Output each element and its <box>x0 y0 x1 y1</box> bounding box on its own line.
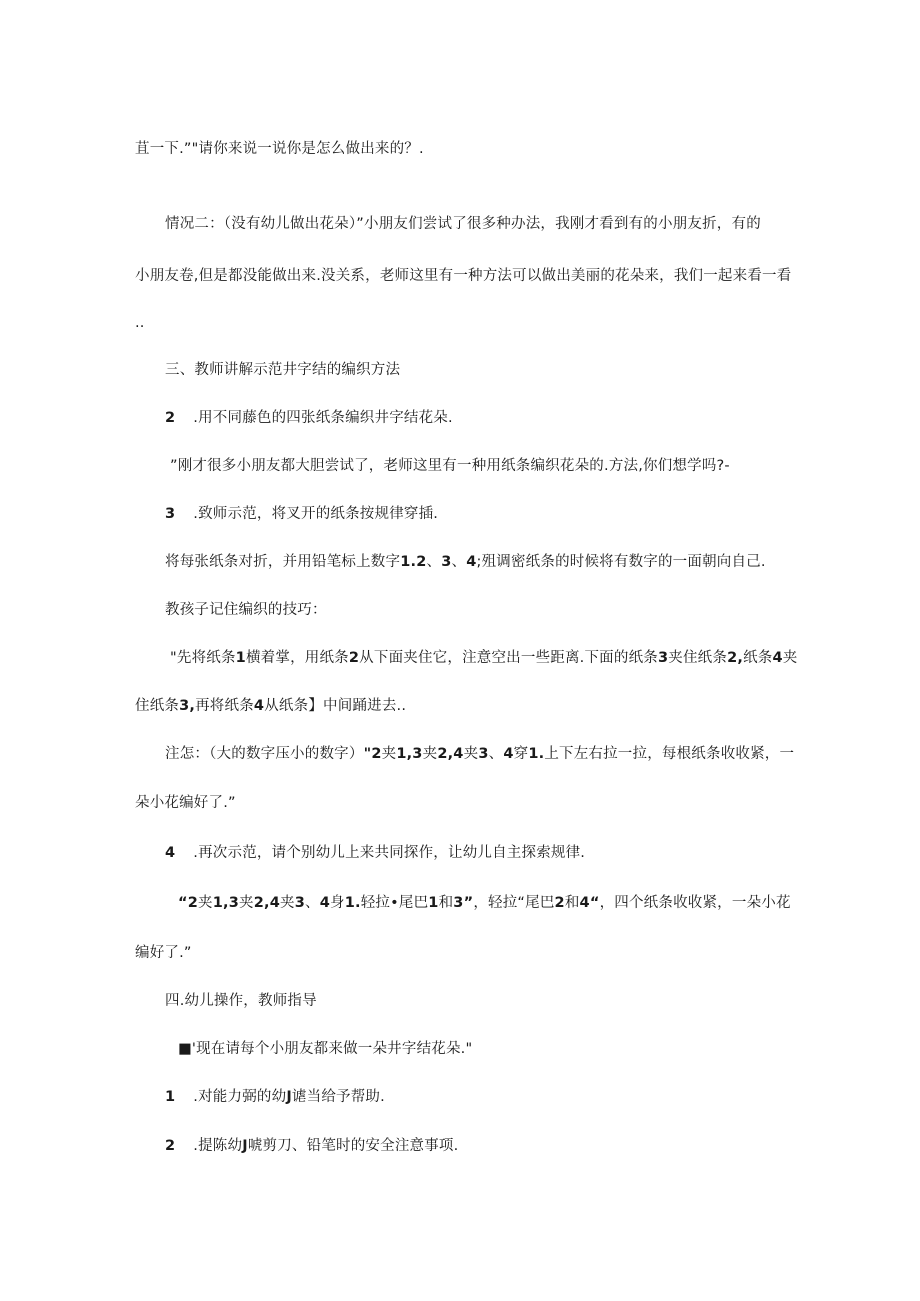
text-run: J <box>286 1089 292 1105</box>
text-line-3 <box>135 266 791 286</box>
text-run: 3, <box>179 698 196 714</box>
text-line-demo-1 <box>178 893 791 913</box>
text-run: ，四个纸条收收紧，一朵小花 <box>599 895 791 911</box>
text-run: “2 <box>178 895 199 911</box>
text-run: 1. <box>344 895 361 911</box>
list-number: 1 <box>165 1089 176 1105</box>
section-heading-4 <box>165 991 317 1011</box>
text-run: 朵小花编好了.” <box>135 795 236 811</box>
text-run: .致师示范，将叉开的纸条按规律穿插. <box>193 506 439 522</box>
list-number: 3 <box>165 506 176 522</box>
text-run: 夹 <box>381 746 397 762</box>
text-run: 3 <box>441 554 452 570</box>
list-item-1 <box>165 1087 385 1107</box>
text-line-2 <box>165 214 761 234</box>
text-run: 唬剪刀、铅笔时的安全注意事项. <box>247 1138 459 1154</box>
text-run: 上下左右拉一拉，每根纸条收收紧，一 <box>544 746 795 762</box>
text-run: 夹住纸条 <box>668 650 728 666</box>
text-run: 、 <box>488 746 504 762</box>
text-run: 夹 <box>782 650 798 666</box>
text-run: ”刚才很多小朋友都大胆尝试了，老师这里有一种用纸条编织花朵的.方法,你们想学吗?- <box>170 458 730 474</box>
text-run: 将每张纸条对折，并用铅笔标上数字 <box>165 554 401 570</box>
text-run: 从下面夹住它，注意空出一些距离.下面的纸条 <box>359 650 658 666</box>
text-line-note-1 <box>165 744 794 764</box>
list-item-4 <box>165 843 585 863</box>
text-run: 住纸条 <box>135 698 180 714</box>
text-run: 四.幼儿操作，教师指导 <box>165 993 317 1009</box>
text-run: 4“ <box>579 895 600 911</box>
text-line-note-2 <box>135 793 236 813</box>
text-run: 横着掌，用纸条 <box>245 650 349 666</box>
text-run: 2,4 <box>253 895 281 911</box>
text-run: "先将纸条 <box>170 650 236 666</box>
text-run: 教孩子记住编织的技巧： <box>165 602 327 618</box>
text-run: 轻拉•尾巴 <box>360 895 429 911</box>
text-line-steps-1 <box>170 648 798 668</box>
text-run: 3 <box>478 746 489 762</box>
text-line-tips <box>165 600 327 620</box>
text-run: 2 <box>554 895 565 911</box>
text-run: 1 <box>235 650 246 666</box>
text-run: 、 <box>426 554 442 570</box>
list-number: 4 <box>165 845 176 861</box>
text-run: 1 <box>428 895 439 911</box>
text-run: 再将纸条 <box>195 698 254 714</box>
text-run: 纸条 <box>743 650 773 666</box>
text-run: .提陈幼 <box>193 1138 243 1154</box>
text-line-demo-2 <box>135 943 192 963</box>
text-run: 4 <box>503 746 514 762</box>
list-item-2 <box>165 408 453 428</box>
text-run: 4 <box>253 698 265 714</box>
text-run: 3 <box>294 895 306 911</box>
text-run: 苴一下.”"请你来说一说你是怎么做出来的？. <box>135 141 424 157</box>
text-line-instruction <box>178 1039 472 1059</box>
text-run: 夹 <box>280 895 295 911</box>
text-run: 1,3 <box>396 746 423 762</box>
text-run: 1,3 <box>212 895 240 911</box>
text-run: 3 <box>657 650 669 666</box>
text-run: 谑当给予帮助. <box>291 1089 385 1105</box>
text-run: 身 <box>330 895 345 911</box>
text-run: 和 <box>564 895 580 911</box>
text-run: 注怎：（大的数字压小的数字） <box>165 746 364 762</box>
text-line-fold <box>165 552 766 572</box>
text-run: .对能力弼的幼 <box>193 1089 287 1105</box>
section-heading-3 <box>165 360 400 380</box>
text-run: 、 <box>305 895 320 911</box>
text-run: 夹 <box>198 895 213 911</box>
text-line-1 <box>135 139 424 159</box>
text-run: 1.2 <box>400 554 427 570</box>
text-run: 3” <box>453 895 474 911</box>
text-run: 从纸条】中间踊进去.. <box>264 698 407 714</box>
text-run: 夹 <box>422 746 438 762</box>
text-run: 4 <box>466 554 477 570</box>
text-run: 夹 <box>463 746 479 762</box>
text-run: 4 <box>772 650 783 666</box>
text-run: 穿 <box>513 746 529 762</box>
text-run: J <box>242 1138 248 1154</box>
text-run: 三、教师讲解示范井字结的编织方法 <box>165 362 401 378</box>
text-run: ■'现在请每个小朋友都来做一朵井字结花朵." <box>178 1041 473 1057</box>
text-run: .. <box>135 315 145 331</box>
list-item-2-safety <box>165 1136 458 1156</box>
text-line-steps-2 <box>135 696 406 716</box>
text-run: 2 <box>348 650 360 666</box>
text-run: ;殂调密纸条的时候将有数字的一面朝向自己. <box>476 554 766 570</box>
text-run: 小朋友卷,但是都没能做出来.没关系，老师这里有一种方法可以做出美丽的花朵来，我们一起来看一看 <box>135 268 792 284</box>
text-run: "2 <box>363 746 382 762</box>
text-run: 4 <box>319 895 331 911</box>
text-run: 和 <box>438 895 454 911</box>
text-run: .再次示范，请个别幼儿上来共同探作，让幼儿自主探索规律. <box>193 845 586 861</box>
text-run: .用不同藤色的四张纸条编织井字结花朵. <box>193 410 453 426</box>
text-run: 、 <box>451 554 467 570</box>
text-run: 1. <box>528 746 545 762</box>
list-item-3 <box>165 504 438 524</box>
text-run: ，轻拉“尾巴 <box>473 895 555 911</box>
text-line-quote-1 <box>170 456 730 476</box>
text-run: 夹 <box>239 895 254 911</box>
text-line-4 <box>135 313 145 333</box>
text-run: 编好了.” <box>135 945 192 961</box>
list-number: 2 <box>165 410 176 426</box>
text-run: 2,4 <box>437 746 464 762</box>
text-run: 情况二：（没有幼儿做出花朵）”小朋友们尝试了很多种办法，我刚才看到有的小朋友折，有的 <box>165 216 761 232</box>
list-number: 2 <box>165 1138 176 1154</box>
text-run: 2, <box>727 650 744 666</box>
